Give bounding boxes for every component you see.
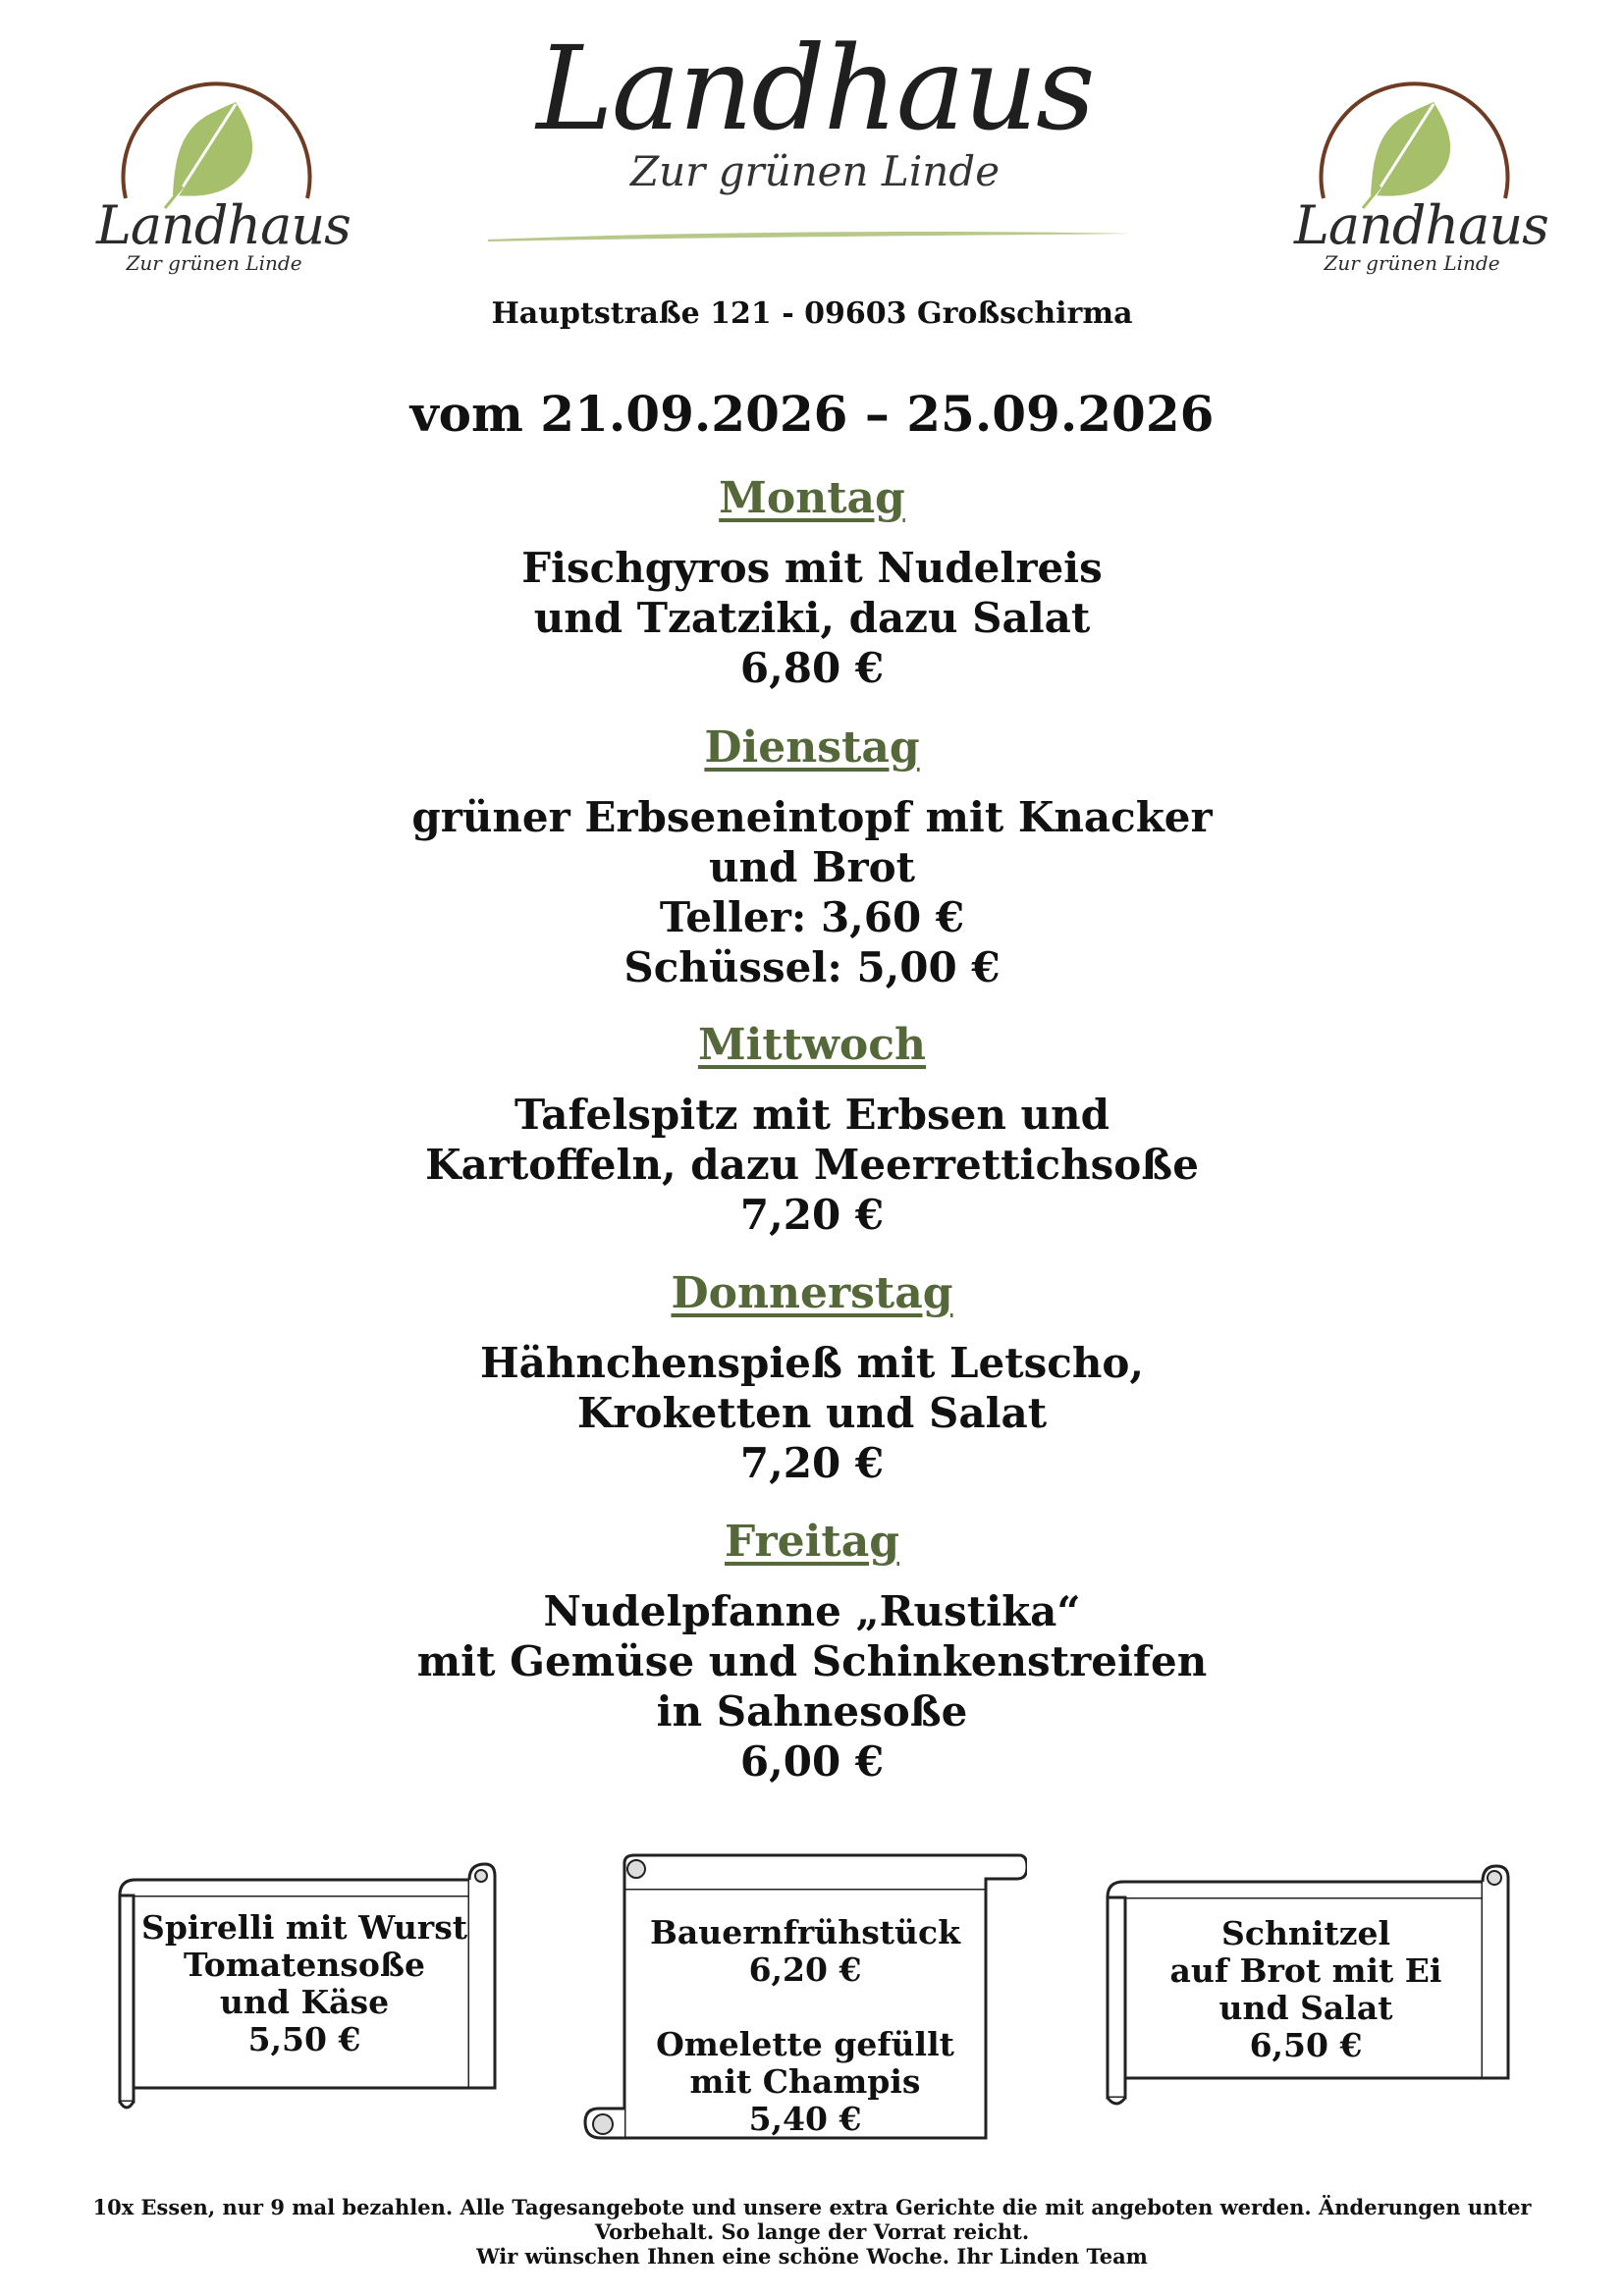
dish-line: Hähnchenspieß mit Letscho, [479,1339,1145,1387]
day-heading: Dienstag [704,722,920,773]
day-heading: Montag [719,473,905,523]
dish [0,1090,1624,1240]
address: Hauptstraße 121 - 09603 Großschirma [491,296,1133,331]
logo-right [1294,51,1548,287]
dish [0,1586,1624,1787]
logo-left [96,51,351,287]
day-heading: Donnerstag [671,1268,953,1318]
dish-line: Kartoffeln, dazu Meerrettichsoße [425,1141,1199,1189]
extra-text [628,1914,982,2138]
brand-title: Landhaus [536,21,1094,156]
brand-header [471,20,1159,195]
footer-note [79,2195,1545,2269]
extra-price: 5,50 € [247,2020,361,2058]
dish [0,792,1624,992]
extra-line: Omelette gefüllt [656,2025,954,2063]
dish-line: Tafelspitz mit Erbsen und [514,1091,1110,1139]
brand-subtitle: Zur grünen Linde [629,147,1001,195]
logo-left-title: Landhaus [96,194,351,256]
extra-line: auf Brot mit Ei [1169,1951,1442,1990]
dish-line: und Tzatziki, dazu Salat [533,594,1091,642]
day-donnerstag [0,1268,1624,1488]
extra-line: Bauernfrühstück [650,1913,960,1951]
footer-line: 10x Essen, nur 9 mal bezahlen. Alle Tagesangebote und unsere extra Gerichte die mit angeboten werden. Änderungen unter [92,2195,1532,2219]
dish-line: Kroketten und Salat [576,1389,1048,1437]
extra-price: 5,40 € [748,2100,862,2138]
extra-line: Schnitzel [1221,1914,1390,1952]
extra-scroll-3 [1090,1862,1514,2119]
brand-underline [486,228,1134,243]
extra-text [1129,1915,1483,2064]
logo-right-title: Landhaus [1294,194,1548,256]
dish [0,543,1624,693]
dish-price: 7,20 € [739,1439,885,1487]
extra-line: und Käse [219,1983,390,2021]
week-range: vom 21.09.2026 – 25.09.2026 [409,385,1215,443]
day-heading: Mittwoch [697,1020,927,1070]
logo-left-subtitle: Zur grünen Linde [126,251,302,275]
day-freitag [0,1517,1624,1787]
extra-line: Tomatensoße [184,1946,425,1984]
dish-line: grüner Erbseneintopf mit Knacker [411,793,1213,841]
dish-price: 6,80 € [739,644,885,692]
day-mittwoch [0,1020,1624,1240]
dish-line: in Sahnesoße [656,1687,968,1735]
day-dienstag [0,722,1624,992]
extra-scroll-2 [581,1853,1027,2160]
dish-price: Teller: 3,60 € [659,893,965,941]
extra-scroll-1 [98,1860,503,2125]
extra-line: und Salat [1218,1989,1393,2027]
extra-line: Spirelli mit Wurst [140,1908,468,1947]
dish [0,1338,1624,1488]
dish-line: Fischgyros mit Nudelreis [521,544,1103,592]
footer-line: Vorbehalt. So lange der Vorrat reicht. [594,2219,1030,2244]
logo-right-subtitle: Zur grünen Linde [1324,251,1500,275]
day-montag [0,473,1624,693]
footer-line: Wir wünschen Ihnen eine schöne Woche. Ihr Linden Team [476,2244,1148,2269]
dish-line: mit Gemüse und Schinkenstreifen [416,1637,1208,1685]
dish-price: 7,20 € [739,1191,885,1239]
extra-spacer [628,1989,982,2026]
extra-text [137,1909,471,2058]
dish-line: Nudelpfanne „Rustika“ [543,1587,1081,1635]
dish-line: und Brot [708,843,916,891]
dish-price: 6,00 € [739,1737,885,1786]
dish-price: Schüssel: 5,00 € [623,943,1001,991]
extra-price: 6,50 € [1249,2026,1363,2064]
day-heading: Freitag [725,1517,899,1567]
extra-price: 6,20 € [748,1950,862,1989]
extra-line: mit Champis [689,2062,921,2101]
